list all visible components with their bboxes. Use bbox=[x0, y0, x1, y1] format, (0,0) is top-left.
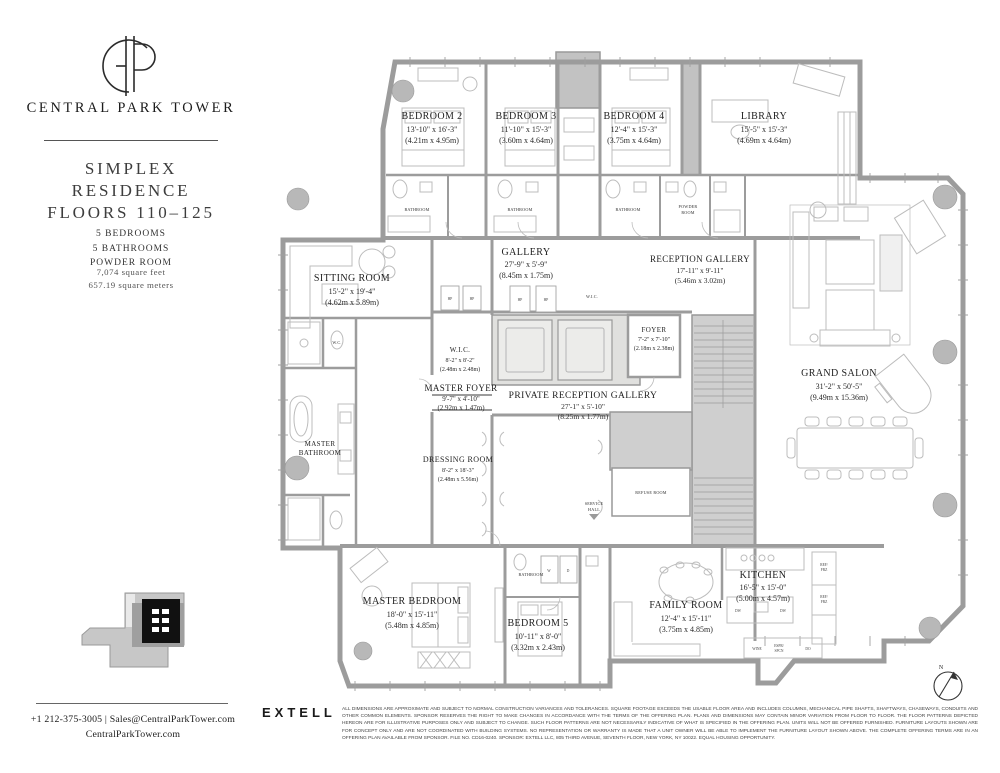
label-bathroom-5: BATHROOM bbox=[518, 572, 544, 577]
room-label-dressing: DRESSING ROOM bbox=[422, 455, 494, 464]
label-washer: W bbox=[547, 569, 551, 573]
room-label-private-reception: PRIVATE RECEPTION GALLERY bbox=[508, 391, 658, 401]
feature-powder: POWDER ROOM bbox=[90, 258, 172, 269]
label-wine: WINE bbox=[752, 647, 762, 651]
label-hp-2: HP bbox=[469, 297, 475, 301]
svg-text:(3.75m x 4.85m): (3.75m x 4.85m) bbox=[659, 625, 713, 634]
svg-text:(3.60m x 4.64m): (3.60m x 4.64m) bbox=[499, 136, 553, 145]
svg-text:18'-0" x 15'-11": 18'-0" x 15'-11" bbox=[386, 610, 438, 619]
area-sqm: 657.19 square meters bbox=[88, 280, 174, 291]
label-ref-frz-1: REF/ bbox=[820, 563, 828, 567]
label-double-oven: DO bbox=[805, 647, 811, 651]
service-hall-arrow bbox=[589, 514, 599, 520]
svg-text:FRZ: FRZ bbox=[820, 568, 828, 572]
label-hp-1: HP bbox=[447, 297, 453, 301]
label-hp-3: HP bbox=[517, 298, 523, 302]
label-wc: W.C. bbox=[332, 340, 342, 345]
label-espresso: ESPR/ bbox=[774, 644, 784, 648]
room-label-kitchen: KITCHEN bbox=[739, 570, 787, 581]
label-wic-small: W.I.C. bbox=[585, 294, 599, 299]
label-dryer: D bbox=[566, 569, 570, 573]
room-label-library: LIBRARY bbox=[740, 111, 788, 122]
svg-text:15'-2" x 19'-4": 15'-2" x 19'-4" bbox=[328, 287, 376, 296]
svg-text:(2.48m x 5.56m): (2.48m x 5.56m) bbox=[437, 477, 479, 483]
label-bathroom-3: BATHROOM bbox=[615, 207, 641, 212]
svg-text:(4.21m x 4.95m): (4.21m x 4.95m) bbox=[405, 136, 459, 145]
residence-title-line2: RESIDENCE bbox=[71, 180, 191, 200]
svg-text:11'-10" x 15'-3": 11'-10" x 15'-3" bbox=[500, 125, 552, 134]
feature-bedrooms: 5 BEDROOMS bbox=[96, 229, 166, 239]
svg-text:31'-2" x 50'-5": 31'-2" x 50'-5" bbox=[815, 382, 863, 391]
room-label-bedroom3: BEDROOM 3 bbox=[495, 111, 557, 122]
svg-text:8'-2" x 8'-2": 8'-2" x 8'-2" bbox=[445, 358, 475, 364]
label-bathroom-1: BATHROOM bbox=[404, 207, 430, 212]
svg-text:(2.48m x 2.48m): (2.48m x 2.48m) bbox=[439, 367, 481, 373]
feature-bathrooms: 5 BATHROOMS bbox=[92, 243, 170, 254]
svg-text:(5.46m x 3.02m): (5.46m x 3.02m) bbox=[674, 276, 726, 285]
room-label-family: FAMILY ROOM bbox=[649, 600, 723, 611]
room-label-master-bedroom: MASTER BEDROOM bbox=[362, 596, 462, 607]
contact-line[interactable]: +1 212-375-3005 | Sales@CentralParkTower.com bbox=[30, 714, 236, 725]
website-link[interactable]: CentralParkTower.com bbox=[85, 729, 181, 741]
svg-text:(5.00m x 4.57m): (5.00m x 4.57m) bbox=[736, 594, 790, 603]
room-label-bedroom5: BEDROOM 5 bbox=[507, 618, 569, 629]
room-label-foyer: FOYER bbox=[641, 326, 667, 334]
area-sqft: 7,074 square feet bbox=[96, 267, 166, 277]
legal-disclaimer: ALL DIMENSIONS ARE APPROXIMATE AND SUBJECT TO NORMAL CONSTRUCTION VARIANCES AND TOLERANCES. SQUARE FOOTAGE EXCEEDS THE USABLE FLOOR AREA AND INCLUDES COLUMNS, MECHANICAL PIPE SHAFTS, SHAFTWAYS, CHASEWAYS, CONDUITS AND OTHER COMMON ELEMENTS. SPONSOR RESERVES THE RIGHT TO MAKE CHANGES IN ACCORDANCE WITH THE TERMS OF THE OFFERING PLAN. PLANS AND DIMENSIONS MAY CONTAIN MINOR VARIATION FROM FLOOR TO FLOOR. THE FLOOR PATTERNS DEPICTED HEREON ARE FOR ILLUSTRATIVE PURPOSES ONLY AND SUBJECT TO CHANGE. SUCH FLOOR PATTERNS ARE NOT NECESSARILY INDICATIVE OF WHAT IS SPECIFIED IN THE OFFERING PLAN. UNITS WILL NOT BE OFFERED FURNISHED. FURNITURE LAYOUTS SHOWN ARE FOR CONCEPT ONLY AND ARE NOT COORDINATED WITH BUILDING SYSTEMS. NO REPRESENTATION OR WARRANTY IS MADE THAT A UNIT OWNER WILL BE ABLE TO IMPLEMENT THE FURNITURE LAYOUT SHOWN ABOVE. THE COMPLETE OFFERING TERMS ARE IN AN OFFERING PLAN AVAILABLE FROM SPONSOR. FILE NO. CD16-0240. SPONSOR: EXTELL LLC, 805 THIRD AVENUE, SEVENTH FLOOR, NEW YORK, NY 10022. EQUAL HOUSING OPPORTUNITY. bbox=[342, 707, 978, 741]
label-hp-4: HP bbox=[543, 298, 549, 302]
svg-text:17'-11" x 9'-11": 17'-11" x 9'-11" bbox=[676, 266, 724, 275]
brand-title: CENTRAL PARK TOWER bbox=[26, 100, 236, 116]
room-label-reception: RECEPTION GALLERY bbox=[649, 254, 751, 264]
compass-north-label: N bbox=[938, 665, 944, 671]
svg-text:SPCN: SPCN bbox=[774, 649, 784, 653]
svg-text:7'-2" x 7'-10": 7'-2" x 7'-10" bbox=[637, 337, 671, 343]
svg-text:27'-1" x 5'-10": 27'-1" x 5'-10" bbox=[561, 402, 605, 411]
svg-text:(9.49m x 15.36m): (9.49m x 15.36m) bbox=[810, 393, 868, 402]
room-label-master-foyer: MASTER FOYER bbox=[424, 383, 498, 393]
svg-text:27'-9" x 5'-9": 27'-9" x 5'-9" bbox=[504, 260, 548, 269]
svg-text:(3.75m x 4.64m): (3.75m x 4.64m) bbox=[607, 136, 661, 145]
svg-text:(3.32m x 2.43m): (3.32m x 2.43m) bbox=[511, 643, 565, 652]
compass-icon bbox=[934, 665, 962, 700]
svg-text:(4.62m x 5.89m): (4.62m x 5.89m) bbox=[325, 298, 379, 307]
room-label-sitting: SITTING ROOM bbox=[313, 273, 391, 284]
svg-text:15'-5" x 15'-3": 15'-5" x 15'-3" bbox=[740, 125, 788, 134]
svg-text:ROOM: ROOM bbox=[681, 210, 695, 215]
label-bathroom-2: BATHROOM bbox=[507, 207, 533, 212]
label-refuse-room: REFUSE ROOM bbox=[635, 490, 667, 495]
svg-text:12'-4" x 15'-3": 12'-4" x 15'-3" bbox=[610, 125, 658, 134]
svg-text:(8.25m x 1.77m): (8.25m x 1.77m) bbox=[557, 412, 609, 421]
svg-text:9'-7" x 4'-10": 9'-7" x 4'-10" bbox=[442, 395, 480, 403]
svg-text:(5.48m x 4.85m): (5.48m x 4.85m) bbox=[385, 621, 439, 630]
residence-title-line1: SIMPLEX bbox=[84, 159, 178, 178]
svg-text:8'-2" x 18'-3": 8'-2" x 18'-3" bbox=[441, 468, 475, 474]
label-powder-room: POWDER bbox=[678, 204, 698, 209]
room-label-gallery: GALLERY bbox=[501, 247, 551, 258]
residence-title-line3: FLOORS 110–125 bbox=[47, 202, 215, 222]
label-dishwasher-1: DW bbox=[735, 609, 741, 613]
label-dishwasher-2: DW bbox=[780, 609, 786, 613]
room-label-bedroom4: BEDROOM 4 bbox=[603, 111, 665, 122]
svg-text:(2.18m x 2.38m): (2.18m x 2.38m) bbox=[633, 346, 675, 352]
svg-text:(2.92m x 1.47m): (2.92m x 1.47m) bbox=[437, 404, 485, 412]
svg-text:16'-5" x 15'-0": 16'-5" x 15'-0" bbox=[739, 583, 787, 592]
svg-text:13'-10" x 16'-3": 13'-10" x 16'-3" bbox=[406, 125, 458, 134]
svg-text:10'-11" x 8'-0": 10'-11" x 8'-0" bbox=[514, 632, 562, 641]
svg-text:(4.69m x 4.64m): (4.69m x 4.64m) bbox=[737, 136, 791, 145]
svg-text:12'-4" x 15'-11": 12'-4" x 15'-11" bbox=[660, 614, 712, 623]
room-label-master-bath: MASTER bbox=[304, 440, 336, 448]
label-service-hall: SERVICE bbox=[584, 501, 604, 506]
room-label-grand-salon: GRAND SALON bbox=[801, 368, 877, 379]
svg-text:HALL: HALL bbox=[588, 507, 600, 512]
svg-text:(8.45m x 1.75m): (8.45m x 1.75m) bbox=[499, 271, 553, 280]
svg-text:FRZ: FRZ bbox=[820, 600, 828, 604]
room-label-wic: W.I.C. bbox=[449, 346, 471, 354]
room-label-bedroom2: BEDROOM 2 bbox=[401, 111, 463, 122]
label-ref-frz-2: REF/ bbox=[820, 595, 828, 599]
extell-logo: EXTELL bbox=[262, 705, 336, 720]
svg-text:BATHROOM: BATHROOM bbox=[298, 449, 342, 457]
